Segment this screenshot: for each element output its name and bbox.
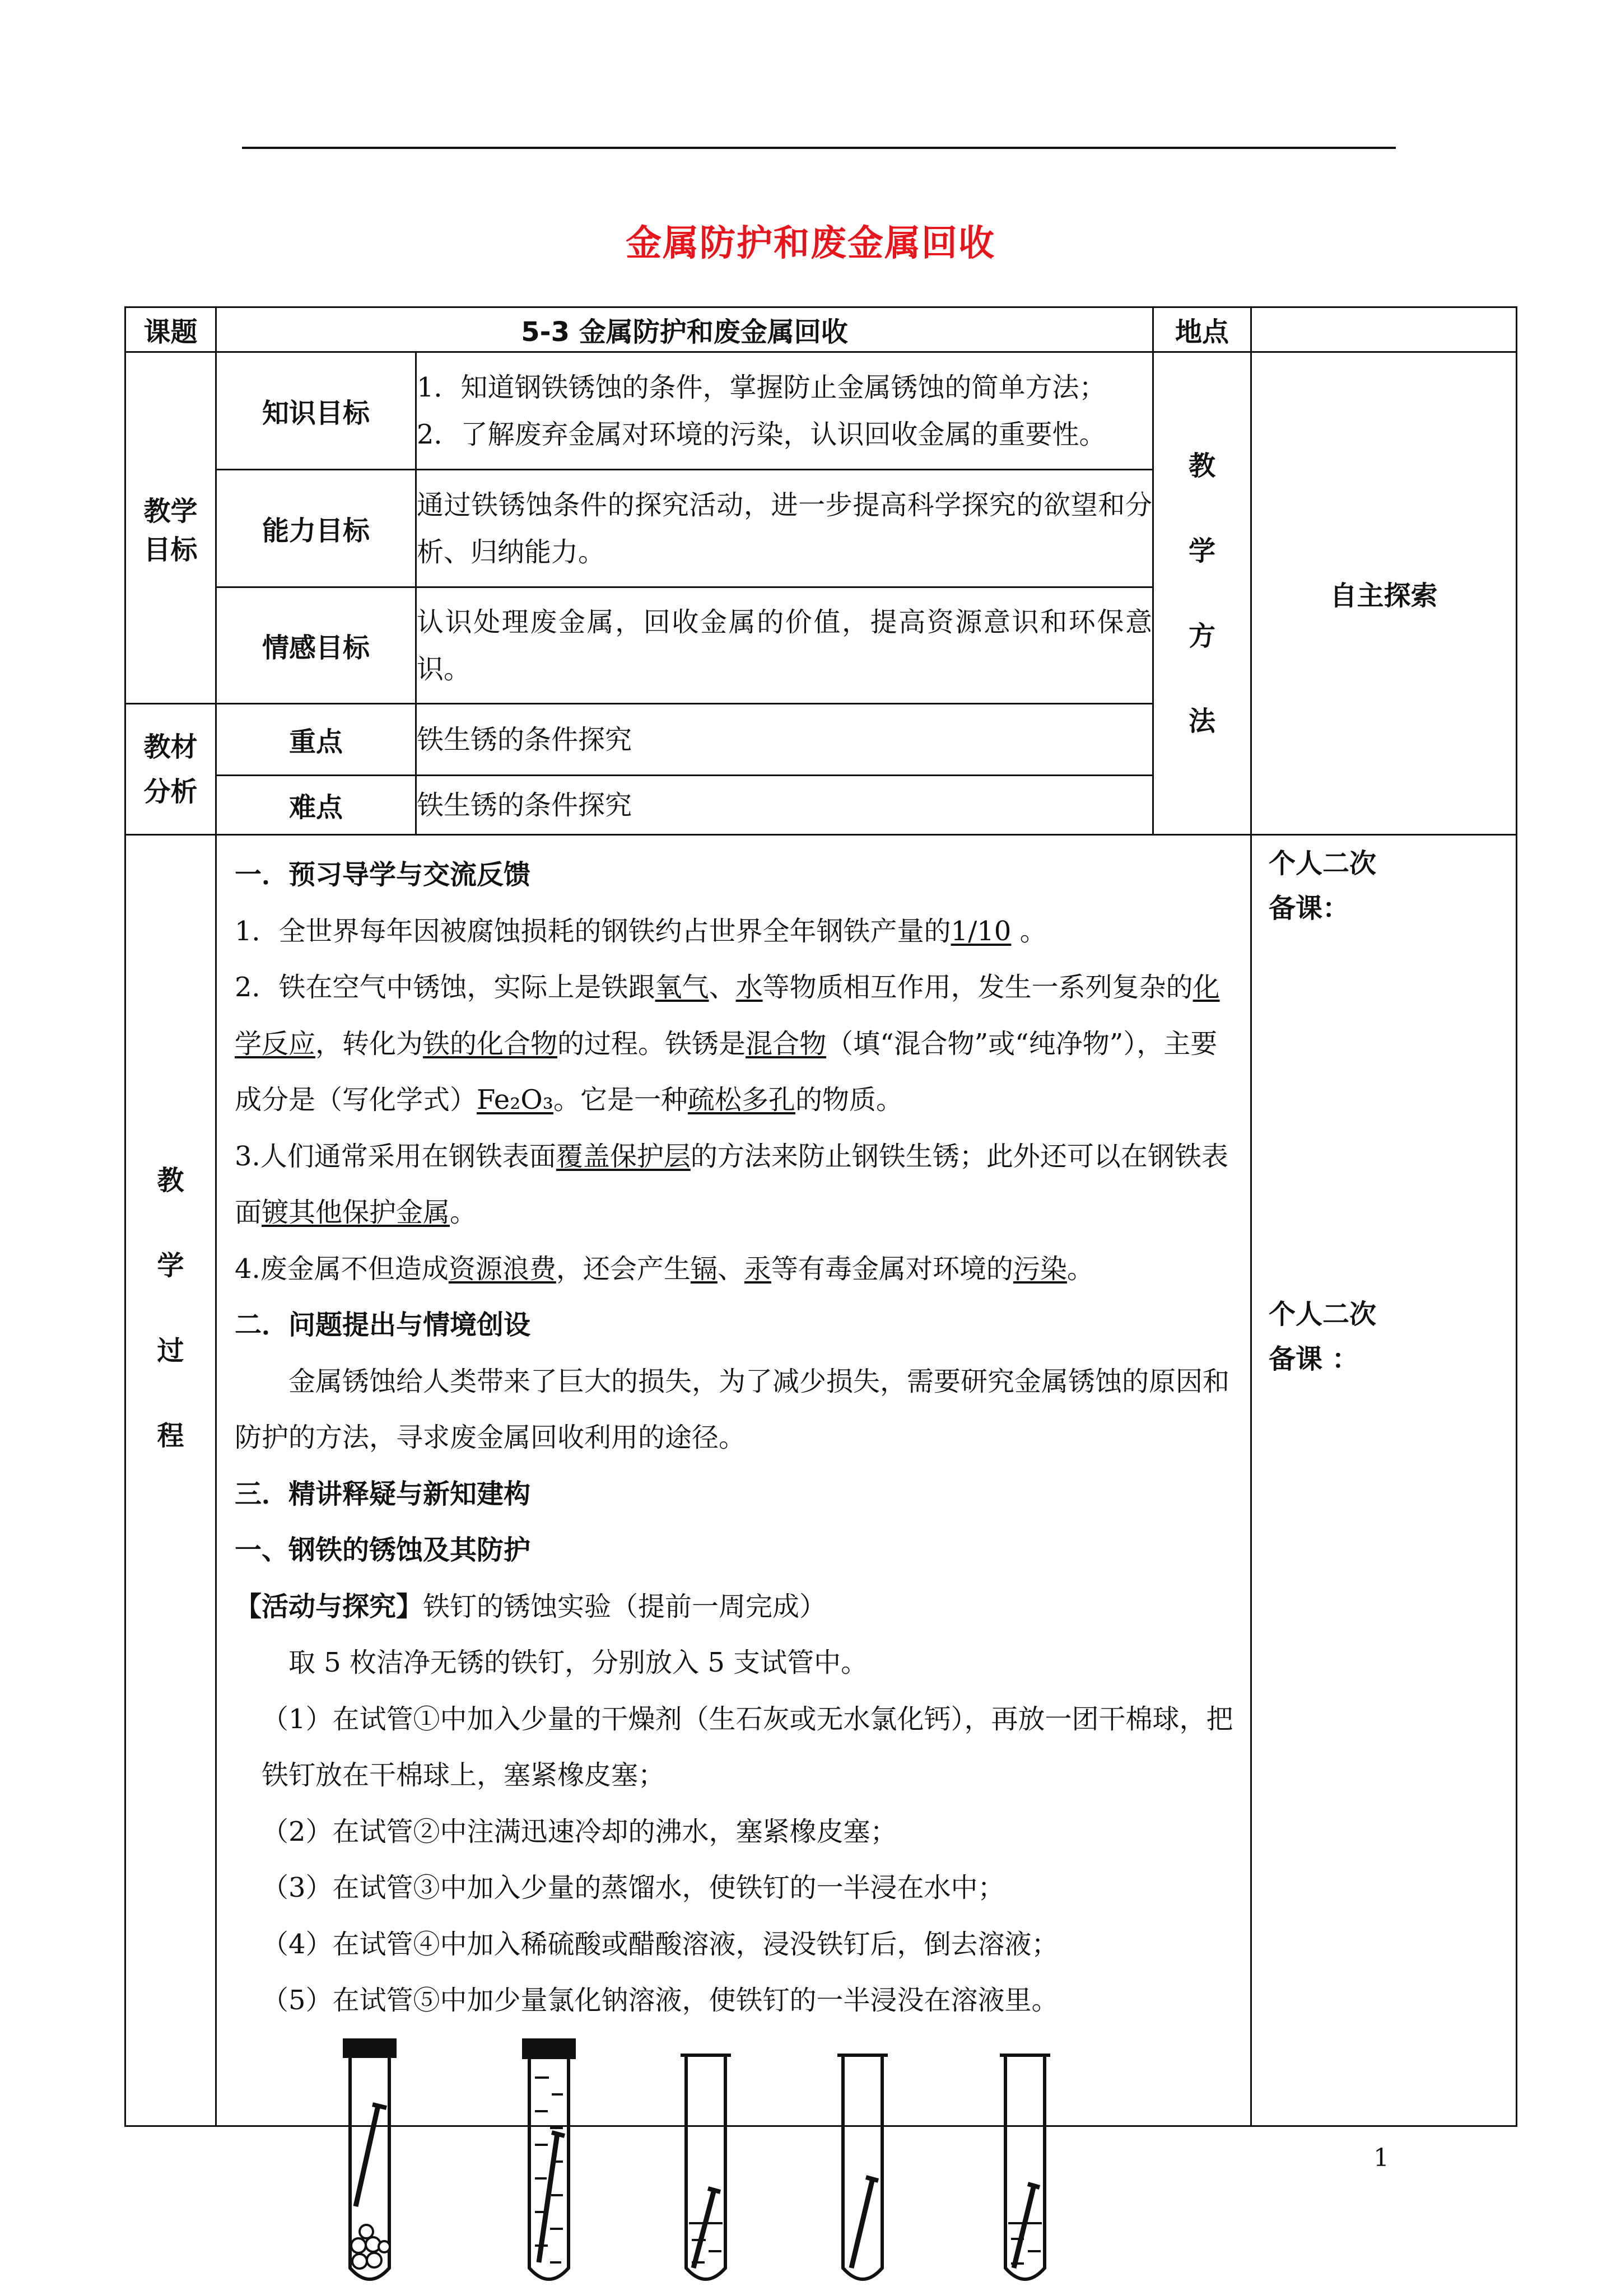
subsection-title: 一、钢铁的锈蚀及其防护 <box>235 1534 531 1566</box>
answer: 水 <box>735 972 763 1003</box>
question-2: 2．铁在空气中锈蚀，实际上是铁跟氧气、水等物质相互作用，发生一系列复杂的化学反应，转化为铁的化合物的过程。铁锈是混合物（填“混合物”或“纯净物”），主要成分是（写化学式）Fe₂O₃。它是一种疏松多孔的物质。 <box>235 972 1220 1116</box>
header-rule <box>242 147 1396 149</box>
section-2-text: 金属锈蚀给人类带来了巨大的损失，为了减少损失，需要研究金属锈蚀的原因和防护的方法，寻求废金属回收利用的途径。 <box>235 1365 1230 1453</box>
knowledge-line: 1．知道钢铁锈蚀的条件，掌握防止金属锈蚀的简单方法； <box>417 371 1106 403</box>
answer: 混合物 <box>746 1028 827 1060</box>
answer: 疏松多孔 <box>687 1084 795 1116</box>
place-label: 地点 <box>1153 307 1251 352</box>
place-value <box>1251 307 1517 352</box>
test-tube-2 <box>524 2040 574 2279</box>
test-tubes-illustration <box>325 2038 1120 2296</box>
topic-label: 课题 <box>125 307 216 352</box>
teaching-method-value: 自主探索 <box>1251 352 1517 835</box>
test-tube-3 <box>681 2055 731 2279</box>
page-number: 1 <box>1373 2144 1389 2172</box>
lesson-plan-table <box>124 306 1517 2127</box>
test-tube-4 <box>837 2055 888 2279</box>
ability-goal-text: 通过铁锈蚀条件的探究活动，进一步提高科学探究的欲望和分析、归纳能力。 <box>416 470 1153 587</box>
section-2-title: 二．问题提出与情境创设 <box>235 1309 531 1341</box>
answer: 污染 <box>1013 1253 1067 1285</box>
experiment-step: （3）在试管③中加入少量的蒸馏水，使铁钉的一半浸在水中； <box>262 1872 1005 1903</box>
answer: 氧气 <box>655 972 709 1003</box>
test-tube-1 <box>344 2040 395 2279</box>
key-point-value: 铁生锈的条件探究 <box>416 704 1153 776</box>
answer: Fe₂O₃ <box>477 1084 553 1116</box>
difficult-point-label: 难点 <box>216 776 416 835</box>
ability-goal-label: 能力目标 <box>216 470 416 587</box>
question-3: 3.人们通常采用在钢铁表面覆盖保护层的方法来防止钢铁生锈；此外还可以在钢铁表面镀其他保护金属。 <box>235 1140 1228 1228</box>
answer: 镉 <box>690 1253 718 1285</box>
note-2: 个人二次备课 ： <box>1269 1299 1377 1375</box>
teaching-goals-label: 教学目标 <box>125 352 216 704</box>
experiment-step: （4）在试管④中加入稀硫酸或醋酸溶液，浸没铁钉后，倒去溶液； <box>262 1928 1059 1960</box>
answer: 化学反应 <box>235 972 1220 1060</box>
emotion-goal-label: 情感目标 <box>216 587 416 704</box>
teaching-method-label: 教 学 方 法 <box>1153 352 1251 835</box>
experiment-step: （5）在试管⑤中加少量氯化钠溶液，使铁钉的一半浸没在溶液里。 <box>262 1985 1059 2016</box>
test-tube-5 <box>1000 2055 1050 2279</box>
answer: 资源浪费 <box>448 1253 556 1285</box>
note-1: 个人二次备课： <box>1269 848 1377 924</box>
answer: 1/10 <box>951 915 1012 947</box>
knowledge-goal-label: 知识目标 <box>216 352 416 470</box>
second-preparation-notes <box>1251 835 1517 2126</box>
activity-line: 【活动与探究】铁钉的锈蚀实验（提前一周完成） <box>235 1590 827 1622</box>
emotion-goal-text: 认识处理废金属，回收金属的价值，提高资源意识和环保意识。 <box>416 587 1153 704</box>
experiment-step: （1）在试管①中加入少量的干燥剂（生石灰或无水氯化钙），再放一团干棉球，把铁钉放在干棉球上，塞紧橡皮塞； <box>262 1703 1233 1791</box>
page-title: 金属防护和废金属回收 <box>626 223 995 264</box>
answer: 汞 <box>744 1253 771 1285</box>
answer: 镀其他保护金属 <box>262 1197 450 1228</box>
section-3-title: 三．精讲释疑与新知建构 <box>235 1478 531 1510</box>
key-point-label: 重点 <box>216 704 416 776</box>
knowledge-line: 2．了解废弃金属对环境的污染，认识回收金属的重要性。 <box>417 418 1106 450</box>
material-analysis-label: 教材分析 <box>125 704 216 835</box>
answer: 铁的化合物 <box>423 1028 558 1060</box>
question-1: 1．全世界每年因被腐蚀损耗的钢铁约占世界全年钢铁产量的1/10 。 <box>235 915 1047 947</box>
section-1-title: 一．预习导学与交流反馈 <box>235 859 531 890</box>
teaching-process-label: 教 学 过 程 <box>125 835 216 2126</box>
teaching-process-content <box>216 835 1251 2126</box>
question-4: 4.废金属不但造成资源浪费，还会产生镉、汞等有毒金属对环境的污染。 <box>235 1253 1094 1285</box>
topic-value: 5-3 金属防护和废金属回收 <box>216 307 1153 352</box>
experiment-step: （2）在试管②中注满迅速冷却的沸水，塞紧橡皮塞； <box>262 1816 897 1847</box>
answer: 覆盖保护层 <box>556 1140 691 1172</box>
preparation-text: 取 5 枚洁净无锈的铁钉，分别放入 5 支试管中。 <box>288 1647 868 1678</box>
difficult-point-value: 铁生锈的条件探究 <box>416 776 1153 835</box>
knowledge-goal-text <box>416 352 1153 470</box>
